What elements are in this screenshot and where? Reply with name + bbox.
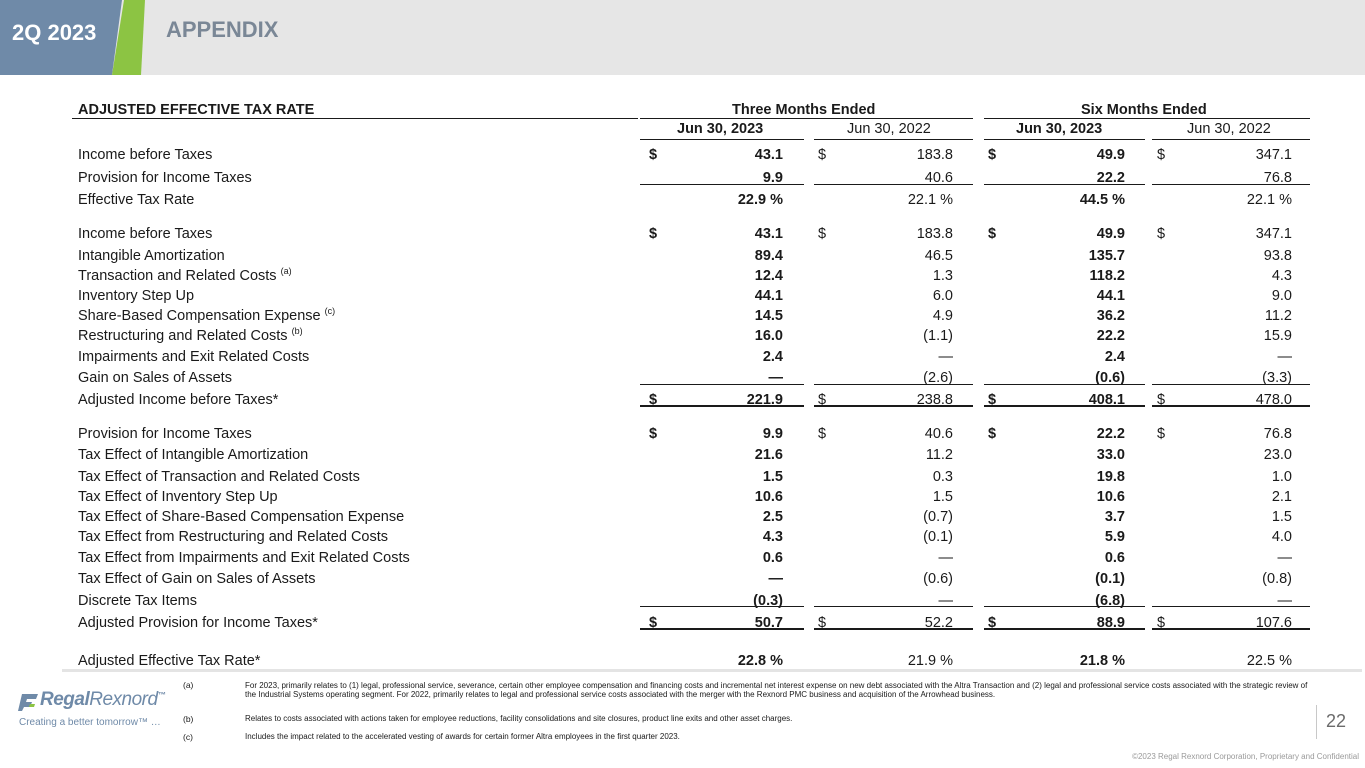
table-cell: 3.7 [1104,509,1125,525]
table-cell: 22.2 [1096,426,1125,442]
table-cell: 22.1 % [907,192,953,208]
table-cell: 1.5 [1271,509,1292,525]
table-cell: (0.6) [923,571,953,587]
double-rule [984,628,1145,630]
row-label-text: Adjusted Income before Taxes* [78,392,279,408]
dollar-sign: $ [818,392,827,408]
table-cell: 43.1 [754,226,783,242]
page-number-divider [1316,705,1317,739]
row-label [78,288,194,304]
row-footnote-ref: (a) [280,266,292,277]
table-row [72,345,1312,365]
table-cell: 36.2 [1096,308,1125,324]
table-row [72,546,1312,566]
table-row [72,324,1312,344]
table-row [72,304,1312,324]
group-header-six-months: Six Months Ended [1081,102,1207,118]
col-rule [984,139,1145,140]
table-cell: 4.9 [932,308,953,324]
table-cell: 107.6 [1255,615,1292,631]
table-cell: 183.8 [916,226,953,242]
table-cell: 0.3 [932,469,953,485]
row-label-text: Effective Tax Rate [78,192,195,208]
row-label [78,571,316,587]
col-header-q-2023: Jun 30, 2023 [677,121,764,137]
table-row [72,244,1312,264]
table-cell: — [938,550,953,566]
table-cell: 118.2 [1089,268,1125,284]
table-cell: 52.2 [924,615,953,631]
footer-separator [62,669,1362,672]
table-cell: 478.0 [1255,392,1292,408]
row-label [78,447,308,463]
table-cell: 33.0 [1096,447,1125,463]
table-row [72,166,1312,186]
table-cell: (0.1) [1095,571,1125,587]
table-cell: (1.1) [923,328,953,344]
row-label [78,593,197,609]
total-rule [640,184,804,185]
table-cell: 44.1 [1096,288,1125,304]
double-rule [640,628,804,630]
table-row [72,485,1312,505]
table-row [72,284,1312,304]
table-cell: 22.9 % [737,192,783,208]
table-cell: 408.1 [1088,392,1125,408]
table-cell: 12.4 [754,268,783,284]
row-label-text: Income before Taxes [78,147,213,163]
logo-wordmark [40,689,165,711]
col-header-ytd-2023: Jun 30, 2023 [1016,121,1103,137]
total-rule [1152,384,1310,385]
table-cell: 347.1 [1255,226,1292,242]
footnote-mark: (c) [183,732,193,742]
table-cell: 19.8 [1096,469,1125,485]
table-cell: 76.8 [1263,170,1292,186]
total-rule [814,606,973,607]
table-cell: 21.9 % [907,653,953,669]
total-rule [984,606,1145,607]
row-label-text: Transaction and Related Costs [78,268,277,284]
table-cell: 11.2 [1264,308,1292,324]
row-label [78,653,260,669]
dollar-sign: $ [1157,392,1166,408]
dollar-sign: $ [649,147,658,163]
double-rule [814,405,973,407]
table-row [72,188,1312,208]
table-cell: (0.7) [923,509,953,525]
row-label-text: Income before Taxes [78,226,213,242]
total-rule [984,184,1145,185]
row-label-text: Adjusted Provision for Income Taxes* [78,615,318,631]
table-cell: 2.4 [1104,349,1125,365]
table-cell: 238.8 [916,392,953,408]
dollar-sign: $ [649,226,658,242]
table-cell: 9.0 [1271,288,1292,304]
table-cell: (0.8) [1262,571,1292,587]
table-cell: 347.1 [1255,147,1292,163]
regal-rexnord-logo-icon [18,692,40,712]
table-cell: 0.6 [1104,550,1125,566]
table-cell: — [1277,593,1292,609]
row-label-text: Tax Effect of Share-Based Compensation Expense [78,509,405,525]
row-label-text: Share-Based Compensation Expense [78,308,321,324]
table-cell: 21.8 % [1079,653,1125,669]
table-cell: 22.1 % [1246,192,1292,208]
table-cell: 22.2 [1096,328,1125,344]
table-cell: 43.1 [754,147,783,163]
table-cell: 23.0 [1263,447,1292,463]
table-cell: 10.6 [754,489,783,505]
double-rule [984,405,1145,407]
total-rule [640,384,804,385]
table-cell: 135.7 [1088,248,1125,264]
dollar-sign: $ [1157,226,1166,242]
row-label [78,615,318,631]
row-label-text: Tax Effect of Inventory Step Up [78,489,278,505]
table-cell: 88.9 [1096,615,1125,631]
table-cell: 50.7 [754,615,783,631]
table-cell: (0.3) [753,593,783,609]
logo-part2: Rexnord [89,689,158,710]
table-cell: 2.5 [762,509,783,525]
dollar-sign: $ [649,426,658,442]
row-label-text: Tax Effect of Intangible Amortization [78,447,309,463]
table-cell: 40.6 [924,426,953,442]
table-cell: 4.3 [762,529,783,545]
row-label [78,509,404,525]
table-cell: 4.0 [1271,529,1292,545]
table-cell: 10.6 [1096,489,1125,505]
table-cell: 76.8 [1263,426,1292,442]
table-cell: 16.0 [754,328,783,344]
table-title: ADJUSTED EFFECTIVE TAX RATE [78,102,315,118]
table-cell: 89.4 [754,248,783,264]
table-cell: — [1277,349,1292,365]
row-label [78,550,410,566]
table-row [72,567,1312,587]
row-label-text: Tax Effect of Gain on Sales of Assets [78,571,316,587]
dollar-sign: $ [1157,426,1166,442]
table-cell: (3.3) [1262,370,1292,386]
dollar-sign: $ [818,147,827,163]
page-number: 22 [1326,711,1347,731]
footnote-text: For 2023, primarily relates to (1) legal, professional service, severance, certain other employee compensation and financing costs and incremental net interest expense on new debt associated with the Altra Transaction and (2) legal and professional service costs associated with the strategic review of the Industrial Systems operating segment. For 2022, primarily relates to legal and professional service costs associated with the merger with the Rexnord PMC business and acquisition of the Arrowhead business. [245,681,1308,699]
table-row [72,143,1312,163]
row-label [78,469,360,485]
footnote-mark: (a) [183,680,194,690]
table-cell: 1.5 [932,489,953,505]
row-footnote-ref: (c) [324,306,336,317]
footnote-text: Includes the impact related to the accelerated vesting of awards for certain former Altra employees in the first quarter 2023. [245,732,680,741]
group-rule-three [640,118,973,119]
row-label-text: Tax Effect from Restructuring and Related Costs [78,529,389,545]
table-cell: 49.9 [1096,147,1125,163]
double-rule [640,405,804,407]
table-row [72,443,1312,463]
dollar-sign: $ [649,615,658,631]
col-header-ytd-2022: Jun 30, 2022 [1187,121,1271,137]
col-rule [1152,139,1310,140]
table-row [72,366,1312,386]
table-cell: 15.9 [1263,328,1292,344]
table-cell: 9.9 [762,170,783,186]
dollar-sign: $ [818,426,827,442]
table-cell: 44.5 % [1079,192,1125,208]
table-cell: 4.3 [1271,268,1292,284]
dollar-sign: $ [1157,147,1166,163]
dollar-sign: $ [818,226,827,242]
double-rule [1152,405,1310,407]
page-title: APPENDIX [166,17,279,42]
total-rule [984,384,1145,385]
table-cell: 221.9 [746,392,783,408]
total-rule [1152,606,1310,607]
table-row [72,525,1312,545]
row-label [78,489,278,505]
row-label-text: Gain on Sales of Assets [78,370,232,386]
header-rule [72,118,638,119]
row-label [78,147,212,163]
table-cell: (6.8) [1095,593,1125,609]
row-label-text: Impairments and Exit Related Costs [78,349,310,365]
table-cell: — [1277,550,1292,566]
row-footnote-ref: (b) [291,326,303,337]
row-label-text: Inventory Step Up [78,288,195,304]
footnote-text: Relates to costs associated with actions taken for employee reductions, facility consolidations and site closures, product line exits and other asset charges. [245,714,793,723]
group-rule-six [984,118,1310,119]
dollar-sign: $ [1157,615,1166,631]
row-label-text: Discrete Tax Items [78,593,197,609]
table-cell: 44.1 [754,288,783,304]
table-row [72,422,1312,442]
table-cell: 2.4 [762,349,783,365]
row-label [78,226,212,242]
table-cell: 40.6 [924,170,953,186]
dollar-sign: $ [649,392,658,408]
table-cell: 1.3 [932,268,953,284]
table-cell: — [768,370,783,386]
row-label [78,370,232,386]
row-label-text: Provision for Income Taxes [78,426,252,442]
table-cell: 9.9 [762,426,783,442]
logo-tagline: Creating a better tomorrow™ … [19,717,161,728]
row-label [78,170,252,186]
row-label [78,306,335,324]
table-cell: 46.5 [924,248,953,264]
row-label-text: Tax Effect from Impairments and Exit Related Costs [78,550,410,566]
col-rule [640,139,804,140]
table-cell: 5.9 [1104,529,1125,545]
table-cell: (0.1) [923,529,953,545]
table-cell: 1.0 [1271,469,1292,485]
col-header-q-2022: Jun 30, 2022 [847,121,931,137]
table-cell: 22.5 % [1246,653,1292,669]
table-cell: — [768,571,783,587]
logo-part1: Regal [40,689,90,710]
total-rule [814,184,973,185]
table-cell: 6.0 [932,288,953,304]
row-label-text: Adjusted Effective Tax Rate* [78,653,261,669]
table-cell: (2.6) [923,370,953,386]
table-row [72,649,1312,669]
table-cell: — [938,593,953,609]
dollar-sign: $ [988,426,997,442]
quarter-label: 2Q 2023 [12,20,97,45]
copyright: ©2023 Regal Rexnord Corporation, Proprietary and Confidential [1132,752,1359,761]
row-label-text: Restructuring and Related Costs [78,328,288,344]
row-label [78,248,225,264]
table-cell: 11.2 [925,447,953,463]
total-rule [1152,184,1310,185]
table-cell: 21.6 [754,447,783,463]
table-row [72,222,1312,242]
total-rule [640,606,804,607]
table-cell: 22.2 [1096,170,1125,186]
dollar-sign: $ [988,226,997,242]
double-rule [1152,628,1310,630]
row-label [78,529,388,545]
logo-tm: ™ [157,690,166,700]
dollar-sign: $ [818,615,827,631]
table-cell: — [938,349,953,365]
table-cell: 93.8 [1263,248,1292,264]
row-label [78,266,292,284]
double-rule [814,628,973,630]
row-label [78,349,309,365]
dollar-sign: $ [988,392,997,408]
row-label-text: Tax Effect of Transaction and Related Costs [78,469,360,485]
row-label [78,326,303,344]
row-label [78,192,194,208]
dollar-sign: $ [988,615,997,631]
total-rule [814,384,973,385]
table-cell: 2.1 [1271,489,1292,505]
group-header-three-months: Three Months Ended [732,102,876,118]
table-cell: 22.8 % [737,653,783,669]
table-row [72,505,1312,525]
dollar-sign: $ [988,147,997,163]
table-cell: 0.6 [762,550,783,566]
table-cell: (0.6) [1095,370,1125,386]
row-label-text: Intangible Amortization [78,248,225,264]
footnote-mark: (b) [183,714,194,724]
row-label [78,392,278,408]
row-label [78,426,252,442]
col-rule [814,139,973,140]
table-row [72,264,1312,284]
table-cell: 14.5 [754,308,783,324]
table-row [72,465,1312,485]
table-cell: 49.9 [1096,226,1125,242]
table-cell: 183.8 [916,147,953,163]
row-label-text: Provision for Income Taxes [78,170,252,186]
table-cell: 1.5 [762,469,783,485]
